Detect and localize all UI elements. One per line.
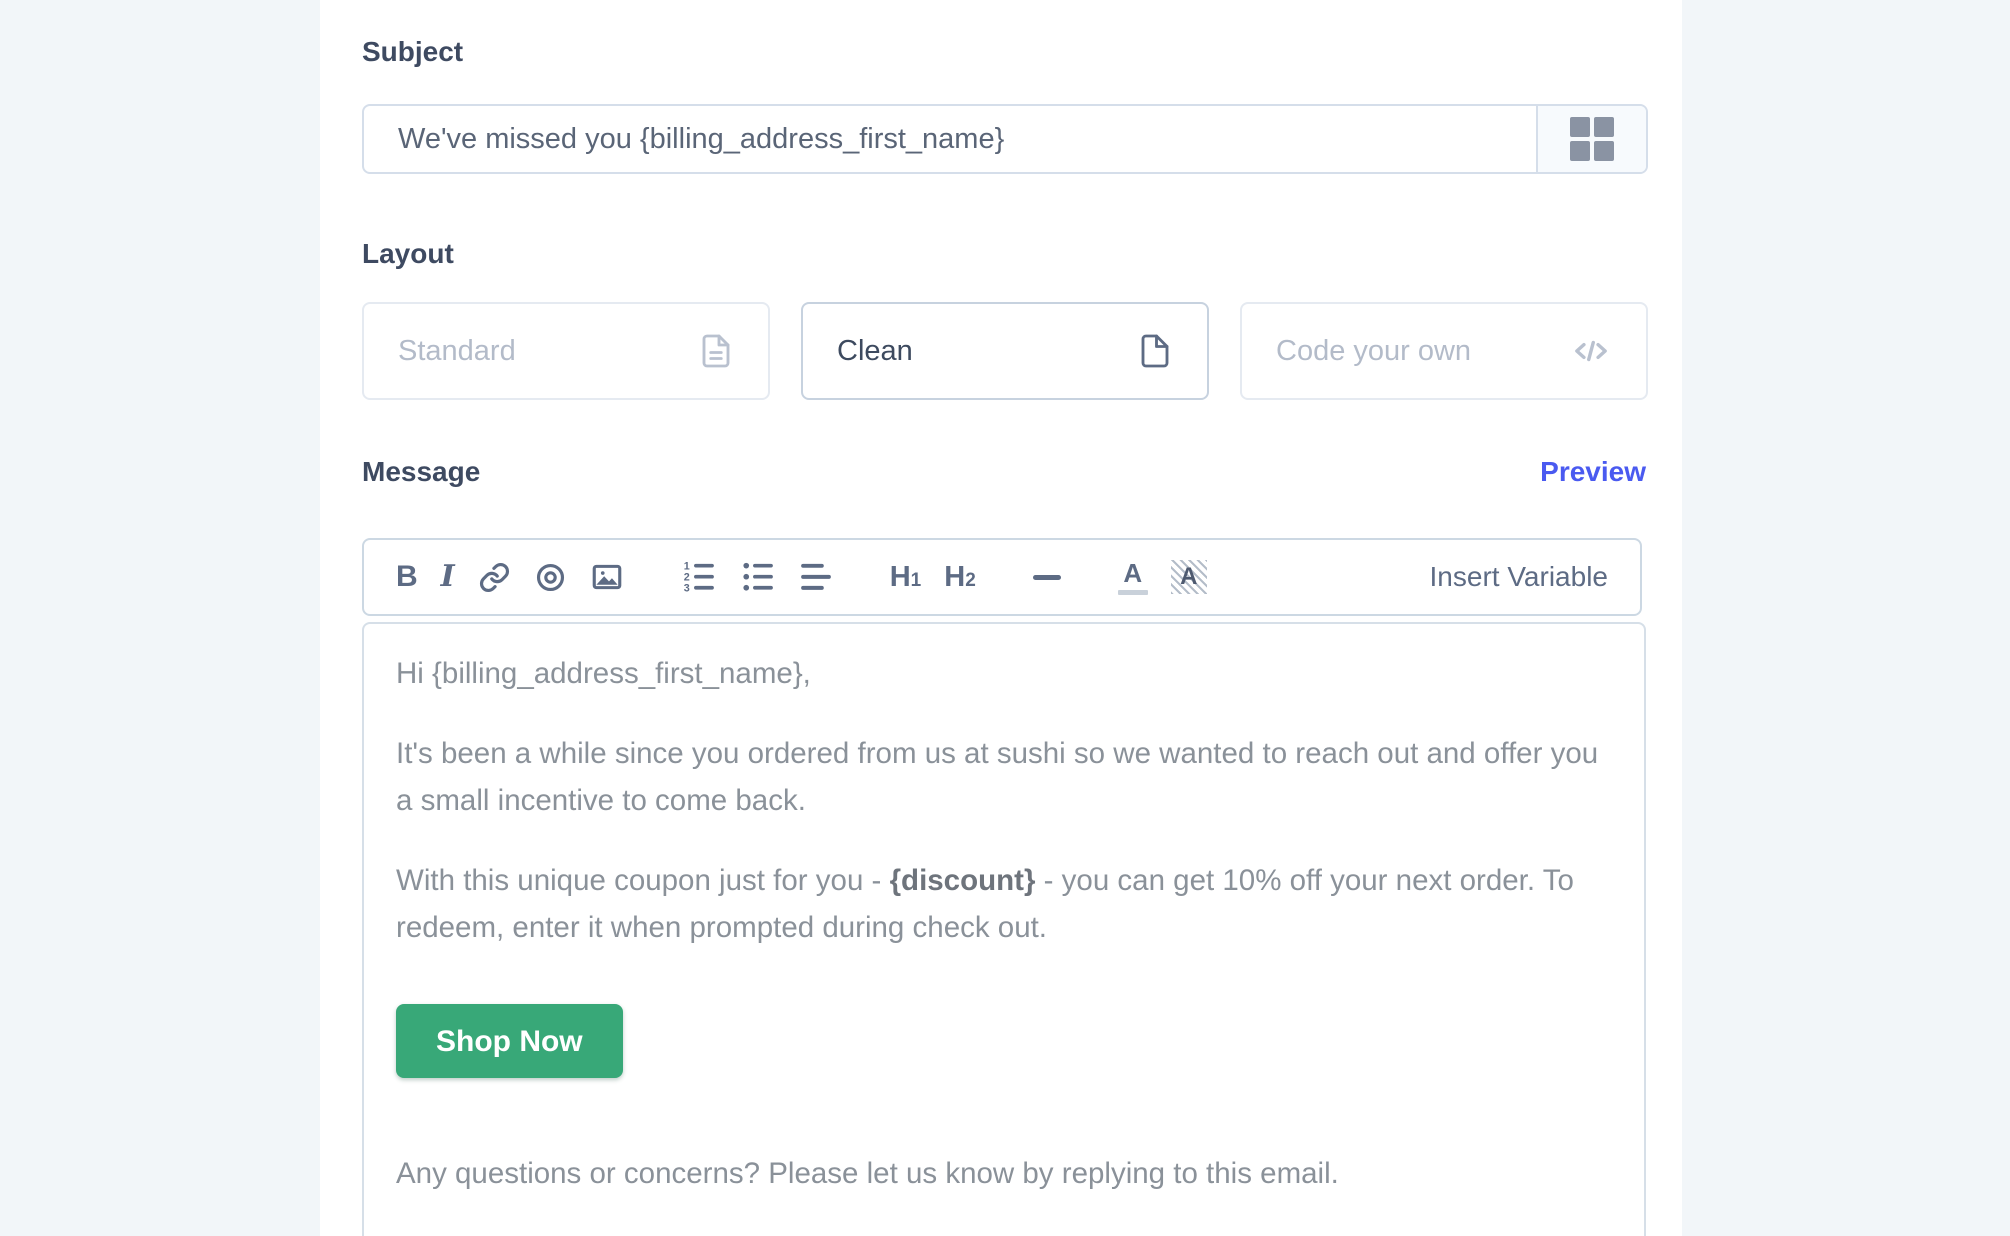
disc-button[interactable]: [534, 561, 567, 594]
image-icon: [590, 560, 624, 594]
paragraph-1: It's been a while since you ordered from us at sushi so we wanted to reach out and offer you a small incentive to come back.: [396, 737, 1599, 817]
image-button[interactable]: [590, 560, 624, 594]
heading-2-button[interactable]: H 2: [944, 560, 976, 593]
horizontal-rule-button[interactable]: [1033, 575, 1061, 580]
italic-button[interactable]: I: [440, 559, 455, 594]
layout-label: Layout: [362, 238, 454, 269]
subject-input[interactable]: We've missed you {billing_address_first_name}: [398, 122, 1005, 155]
paragraph-3: Any questions or concerns? Please let us know by replying to this email.: [396, 1157, 1339, 1190]
svg-text:3: 3: [683, 582, 690, 594]
code-icon: [1570, 334, 1612, 368]
layout-option-standard[interactable]: [362, 302, 770, 400]
highlight-color-icon: A: [1171, 560, 1207, 594]
insert-variable-button[interactable]: Insert Variable: [1429, 561, 1608, 592]
text-color-underline-icon: [1118, 590, 1148, 595]
discount-variable: {discount}: [889, 864, 1036, 897]
unordered-list-button[interactable]: [740, 560, 776, 594]
layout-options: [362, 302, 1648, 400]
ordered-list-button[interactable]: [681, 560, 717, 594]
link-icon: [478, 561, 511, 594]
greeting-text: Hi {billing_address_first_name},: [396, 657, 811, 690]
file-text-icon: [698, 333, 734, 369]
bold-button[interactable]: B: [396, 560, 418, 593]
highlight-color-button[interactable]: [1171, 560, 1207, 594]
subject-label: Subject: [362, 36, 464, 67]
disc-icon: [534, 561, 567, 594]
file-blank-icon: [1137, 333, 1173, 369]
svg-text:1: 1: [683, 560, 690, 573]
preview-link[interactable]: Preview: [1540, 456, 1646, 487]
text-color-button[interactable]: A: [1118, 560, 1148, 595]
align-icon: [799, 560, 833, 594]
editor-toolbar: [362, 538, 1642, 616]
layout-option-clean[interactable]: [801, 302, 1209, 400]
horizontal-rule-icon: [1033, 575, 1061, 580]
layout-option-code[interactable]: [1240, 302, 1648, 400]
svg-text:2: 2: [683, 571, 690, 584]
message-label: Message: [362, 456, 481, 487]
email-editor-card: [320, 0, 1682, 1236]
unordered-list-icon: [740, 560, 776, 594]
shop-now-button[interactable]: Shop Now: [396, 1004, 623, 1078]
editor-content-area[interactable]: [362, 622, 1646, 1236]
subject-field: [362, 104, 1648, 174]
ordered-list-icon: [681, 560, 717, 594]
layout-option-label: Code your own: [1276, 334, 1472, 367]
layout-option-label: Standard: [398, 334, 516, 367]
heading-1-button[interactable]: H 1: [889, 560, 922, 593]
paragraph-2: With this unique coupon just for you - {discount} - you can get 10% off your next order. To redeem, enter it when prompted during check out.: [396, 864, 1574, 944]
grid-icon: [1570, 117, 1614, 161]
link-button[interactable]: [478, 561, 511, 594]
button-row: [396, 1004, 1610, 1078]
layout-option-label: Clean: [837, 334, 913, 367]
align-button[interactable]: [799, 560, 833, 594]
subject-variable-picker-button[interactable]: [1536, 106, 1646, 172]
